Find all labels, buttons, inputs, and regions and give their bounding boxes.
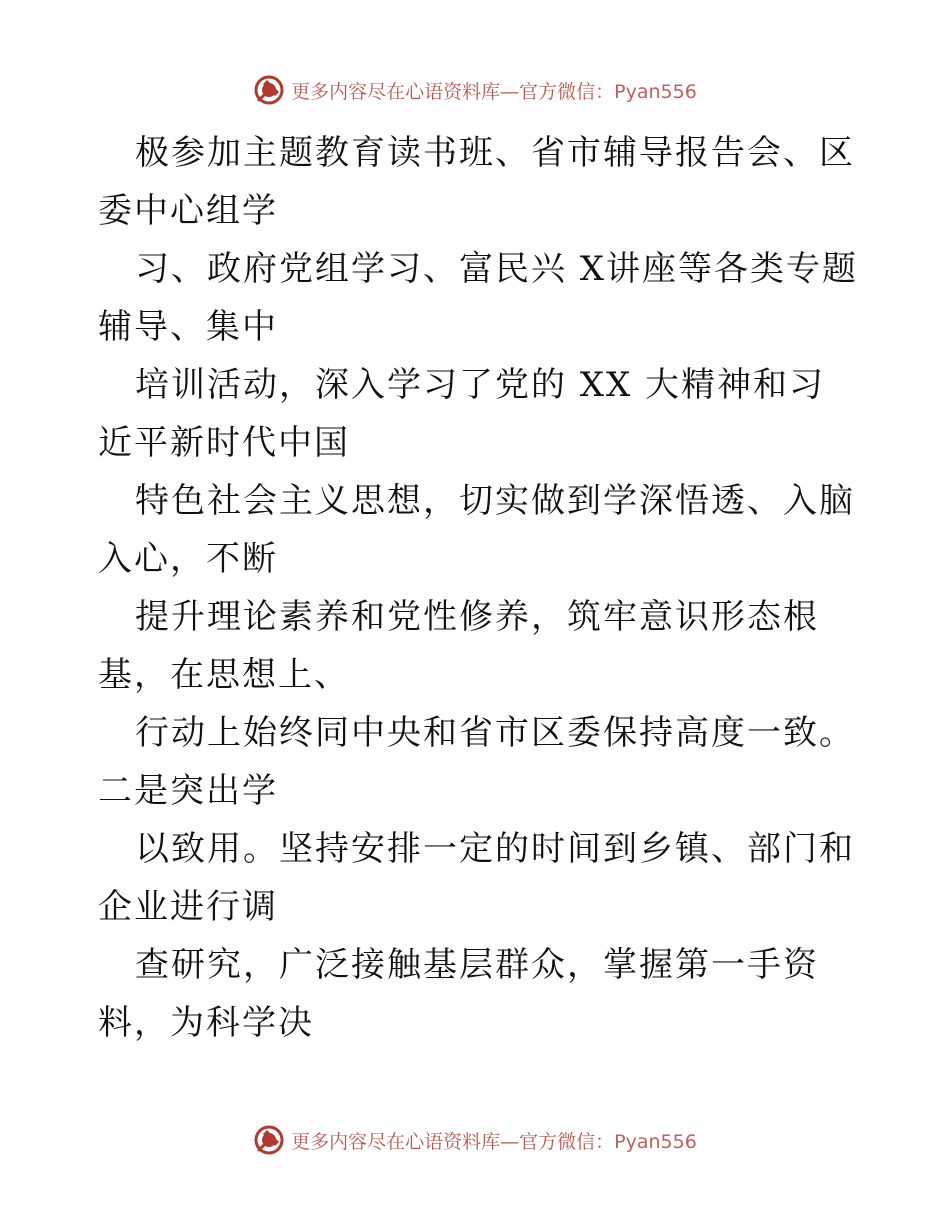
paragraph-line-6: 行动上始终同中央和省市区委保持高度一致。二是突出学: [98, 713, 855, 811]
document-body: [98, 124, 858, 1052]
paragraph-line-3: 培训活动，深入学习了党的 XX 大精神和习近平新时代中国: [98, 365, 826, 463]
paragraph-line-5: 提升理论素养和党性修养，筑牢意识形态根基，在思想上、: [98, 597, 819, 695]
paragraph-line-8: 查研究，广泛接触基层群众，掌握第一手资料，为科学决: [98, 945, 819, 1043]
footer-banner-text: [291, 1127, 697, 1154]
header-banner-text: [291, 77, 697, 104]
header-banner: [0, 70, 950, 110]
paragraph-line-4: 特色社会主义思想，切实做到学深悟透、入脑入心，不断: [98, 481, 855, 579]
paragraph-line-7: 以致用。坚持安排一定的时间到乡镇、部门和企业进行调: [98, 829, 855, 927]
pen-nib-circle-logo-icon: [253, 74, 285, 106]
paragraph-line-1: 极参加主题教育读书班、省市辅导报告会、区委中心组学: [98, 133, 855, 231]
pen-nib-circle-logo-icon: [253, 1124, 285, 1156]
header-wechat-id: Pyan556: [614, 80, 697, 103]
paragraph-line-2: 习、政府党组学习、富民兴 X讲座等各类专题辅导、集中: [98, 249, 859, 347]
footer-wechat-id: Pyan556: [614, 1130, 697, 1153]
footer-banner-label: 更多内容尽在心语资料库—官方微信：: [291, 1130, 615, 1153]
header-banner-label: 更多内容尽在心语资料库—官方微信：: [291, 80, 615, 103]
footer-banner: [0, 1120, 950, 1160]
